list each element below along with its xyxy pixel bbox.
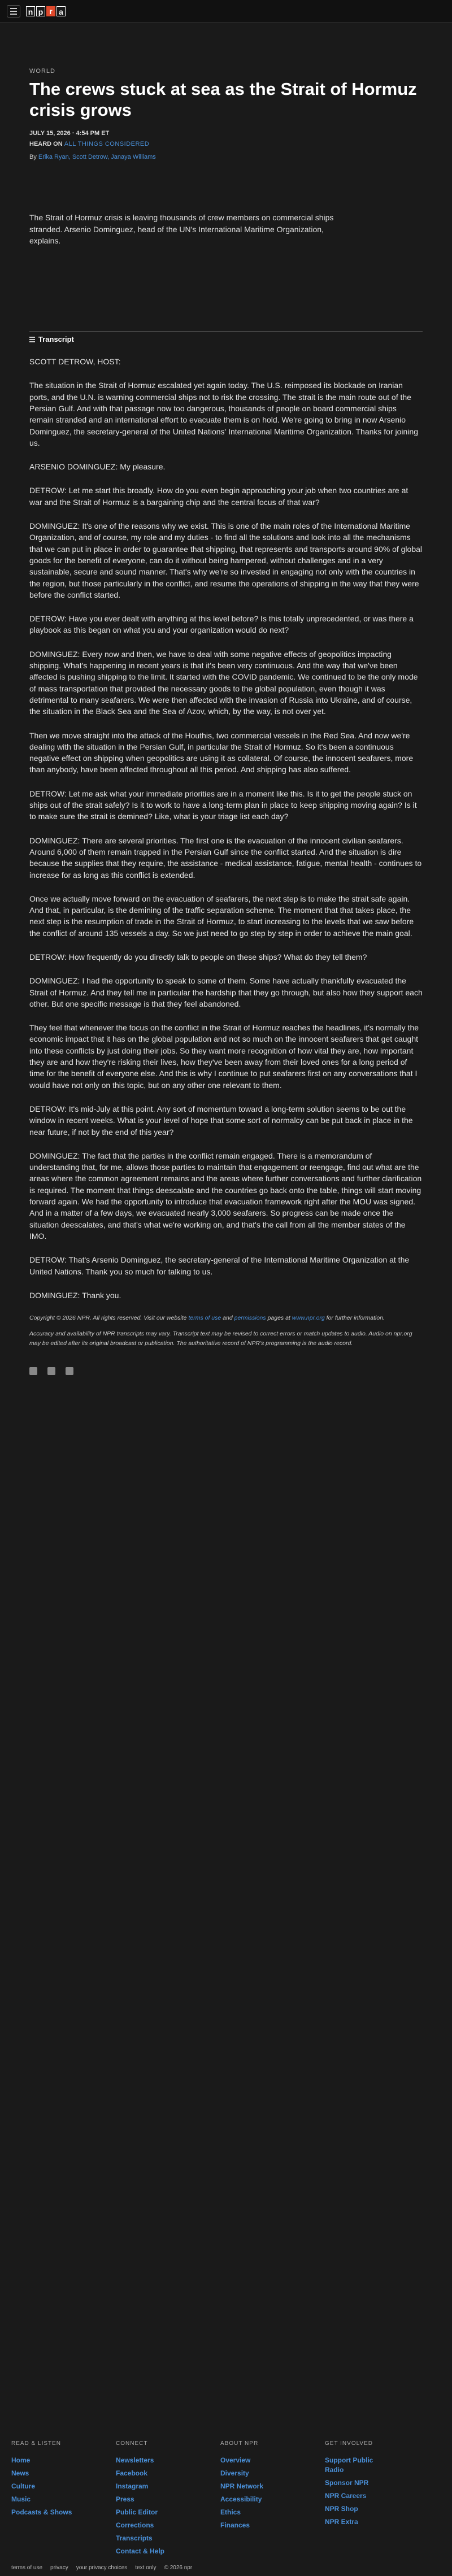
article-meta	[29, 128, 423, 162]
transcript-paragraph: DETROW: Have you ever dealt with anything at this level before? Is this totally unprecedented, or was there a playbook as this began on what you and your organization would do next?	[29, 614, 414, 635]
transcript-paragraph: DETROW: Let me ask what your immediate priorities are in a moment like this. Is it to get the people stuck on ships out of the strait safely? Is it to work to have a long-term plan in place to keep shipping moving again? Is it to make sure the strait is demined? Like, what is your triage list each day?	[29, 789, 417, 821]
transcript-paragraph: DOMINGUEZ: Every now and then, we have to deal with some negative effects of geopolitics impacting shipping. What's happening in recent years is that it's been very continuous. And the way that we've been affected is pushing shipping to the limit. It started with the COVID pandemic. We continued to be the only mode of mass transportation that provided the necessary goods to the global population, even though it was detrimental to many seafarers. We were then affected with the invasion of Russia into Ukraine, and of course, the situation in the Black Sea and the Sea of Azov, which, by the way, is not over yet.	[29, 649, 418, 716]
footer-link[interactable]: Facebook	[116, 2469, 148, 2477]
transcript-heading-label: Transcript	[38, 335, 74, 344]
flipboard-icon[interactable]	[47, 1367, 55, 1375]
footer-link[interactable]: Accessibility	[220, 2495, 262, 2503]
share-tools	[29, 1367, 423, 1375]
footer-column-about	[220, 2440, 325, 2560]
footer-link[interactable]: News	[11, 2469, 29, 2477]
npr-logo[interactable]	[26, 6, 66, 16]
footer-link[interactable]: Newsletters	[116, 2456, 154, 2464]
byline-label: By	[29, 153, 37, 160]
footer-link[interactable]: Music	[11, 2495, 31, 2503]
transcript-paragraph: SCOTT DETROW, HOST:	[29, 357, 121, 367]
site-link[interactable]: www.npr.org	[292, 1315, 325, 1322]
transcript-paragraph: DETROW: Let me start this broadly. How do you even begin approaching your job when two countries are at war and the Strait of Hormuz is a bargaining chip and the central focus of that war?	[29, 486, 408, 507]
heard-on	[29, 139, 423, 150]
footer-link[interactable]: Contact & Help	[116, 2547, 165, 2555]
footer-link[interactable]: Diversity	[220, 2469, 249, 2477]
footer-column-heading: READ & LISTEN	[11, 2440, 62, 2447]
article-main	[0, 68, 452, 1375]
author-links[interactable]: Erika Ryan, Scott Detrow, Janaya Williams	[38, 153, 156, 160]
footer-link[interactable]: NPR Extra	[325, 2518, 358, 2526]
email-icon[interactable]	[66, 1367, 73, 1375]
footer-column-heading: GET INVOLVED	[325, 2440, 373, 2447]
footer-link[interactable]: NPR Network	[220, 2482, 264, 2490]
transcript-paragraph: DETROW: It's mid-July at this point. Any sort of momentum toward a long-term solution seems to be out the window in recent weeks. What is your level of hope that some sort of normalcy can be put back in place in the near future, if not by the end of this year?	[29, 1104, 413, 1137]
footer-link[interactable]: Public Editor	[116, 2508, 158, 2516]
transcript-icon	[29, 337, 35, 342]
footer-column-heading: ABOUT NPR	[220, 2440, 259, 2447]
transcript-paragraph: ARSENIO DOMINGUEZ: My pleasure.	[29, 462, 166, 472]
top-navigation-bar	[0, 0, 452, 23]
article-title: The crews stuck at sea as the Strait of Hormuz crisis grows	[29, 79, 417, 120]
footer-link[interactable]: Podcasts & Shows	[11, 2508, 72, 2516]
transcript-paragraph: They feel that whenever the focus on the conflict in the Strait of Hormuz reaches the headlines, it's normally the economic impact that it has on the global population and not so much on the innocent seafarers that get caught into these conflicts by just doing their jobs. So they want more recognition of how vital they are, how important they are and how they're risking their lives, how they've been away from their loved ones for a long period of time for the benefit of everyone else. And this is why I continue to put seafarers first on any conversations that I would have not only on this topic, but on any other one relevant to them.	[29, 1023, 419, 1090]
bottom-link[interactable]: terms of use	[11, 2565, 43, 2571]
copyright-mid: pages at	[267, 1315, 290, 1322]
terms-of-use-link[interactable]: terms of use	[188, 1315, 221, 1322]
footer-bottom-bar	[11, 2565, 192, 2571]
transcript-paragraph: The situation in the Strait of Hormuz escalated yet again today. The U.S. reimposed its blockade on Iranian ports, and the U.N. is warning commercial ships not to risk the crossing. The strait is the main route out of the Persian Gulf. And with that passage now too dangerous, thousands of people on board commercial ships remain stranded and an international effort to evacuate them is on hold. We're going to bring in now Arsenio Dominguez, the secretary-general of the United Nations' International Maritime Organization. Thanks for joining us.	[29, 381, 418, 447]
footer-link[interactable]: Transcripts	[116, 2534, 153, 2542]
site-footer	[0, 2440, 452, 2560]
footer-link[interactable]: NPR Careers	[325, 2492, 367, 2500]
logo-letter-r: r	[46, 6, 55, 16]
bottom-link[interactable]: privacy	[50, 2565, 68, 2571]
transcript-paragraph: DOMINGUEZ: Thank you.	[29, 1290, 121, 1300]
logo-letter-p: p	[36, 6, 45, 16]
footer-link[interactable]: Home	[11, 2456, 31, 2464]
copyright-suffix: for further information.	[326, 1315, 385, 1322]
menu-icon[interactable]	[7, 5, 20, 18]
copyright-and: and	[223, 1315, 233, 1322]
byline	[29, 152, 423, 163]
bottom-link[interactable]: your privacy choices	[76, 2565, 128, 2571]
footer-column-get-involved	[325, 2440, 429, 2560]
transcript-paragraph: DOMINGUEZ: I had the opportunity to speak to some of them. Some have actually thankfully evacuated the Strait of Hormuz. And they tell me in particular the hardship that they go through, but also how they support each other. But one specific message is that they feel abandoned.	[29, 976, 423, 1008]
footer-link[interactable]: NPR Shop	[325, 2505, 358, 2513]
heard-on-label: HEARD ON	[29, 140, 63, 147]
transcript-paragraph: DOMINGUEZ: It's one of the reasons why we exist. This is one of the main roles of the International Maritime Organization, and of course, my role and my duties - to find all the solutions and look into all the mechanisms that we can put in place in order to guarantee that shipping, that represents and transports around 90% of global goods for the benefit of everyone, can do it without being hampered, without challenges and in a very sustainable, secure and sound manner. That's why we're so invested in engaging not only with the countries in the region, but those particularly in the conflict, and resume the operations of shipping in the way that they were before the conflict started.	[29, 521, 423, 599]
footer-link[interactable]: Press	[116, 2495, 134, 2503]
footer-column-connect	[116, 2440, 220, 2560]
facebook-icon[interactable]	[29, 1367, 37, 1375]
footer-link[interactable]: Instagram	[116, 2482, 149, 2490]
transcript-heading	[29, 331, 423, 343]
accuracy-notice: Accuracy and availability of NPR transcripts may vary. Transcript text may be revised to correct errors or match updates to audio. Audio on npr.org may be edited after its original broadcast or publication. The authoritative record of NPR's programming is the audio record.	[29, 1330, 412, 1347]
footer-columns	[11, 2440, 441, 2560]
logo-letter-a: a	[56, 6, 66, 16]
transcript-paragraph: DETROW: How frequently do you directly talk to people on these ships? What do they tell them?	[29, 952, 367, 961]
copyright-label: © 2026 npr	[164, 2565, 193, 2571]
section-label[interactable]: WORLD	[29, 68, 55, 75]
footer-link[interactable]: Support Public Radio	[325, 2456, 373, 2474]
transcript-body	[29, 356, 423, 1375]
program-link[interactable]: ALL THINGS CONSIDERED	[64, 140, 150, 147]
footer-column-read-listen	[11, 2440, 116, 2560]
publish-date: JULY 15, 2026 · 4:54 PM ET	[29, 130, 110, 137]
logo-letter-n: n	[26, 6, 35, 16]
footer-link[interactable]: Sponsor NPR	[325, 2479, 369, 2487]
bottom-link[interactable]: text only	[135, 2565, 157, 2571]
transcript-paragraph: Once we actually move forward on the evacuation of seafarers, the next step is to make the strait safe again. And that, in particular, is the demining of the traffic separation scheme. The moment that that takes place, the next step is the resumption of trade in the Strait of Hormuz, to start increasing to the levels that we saw before the conflict of around 135 vessels a day. So we just need to go step by step in order to achieve the main goal.	[29, 894, 414, 938]
transcript-paragraph: DETROW: That's Arsenio Dominguez, the secretary-general of the International Maritime Organization at the United Nations. Thank you so much for talking to us.	[29, 1255, 410, 1276]
footer-column-heading: CONNECT	[116, 2440, 148, 2447]
footer-link[interactable]: Overview	[220, 2456, 251, 2464]
transcript-paragraph: DOMINGUEZ: There are several priorities. The first one is the evacuation of the innocent civilian seafarers. Around 6,000 of them remain trapped in the Persian Gulf since the conflict started. And the situation is dire because the supplies that they require, the assistance - medical assistance, fatigue, mental health - continues to increase for as long as this conflict is extended.	[29, 836, 422, 880]
footer-link[interactable]: Finances	[220, 2521, 250, 2529]
transcript-paragraph: DOMINGUEZ: The fact that the parties in the conflict remain engaged. There is a memorandum of understanding that, for me, allows those parties to maintain that engagement or reengage, find out what are the areas where the common agreement remains and the areas where further conversations and further clarification is required. The moment that things deescalate and the countries go back onto the table, things will start moving forward again. We had the opportunity to introduce that evacuation framework right after the MOU was signed. And in a matter of a few days, we evacuated nearly 3,000 seafarers. So progress can be made once the situation deescalates, and that's what we're working on, and that's the call from all the member states of the IMO.	[29, 1151, 422, 1241]
transcript-paragraph: Then we move straight into the attack of the Houthis, two commercial vessels in the Red Sea. And now we're dealing with the situation in the Persian Gulf, in particular the Strait of Hormuz. So it's been a continuous negative effect on shipping when geopolitics are using it as collateral. Of course, the innocent seafarers, more than anybody, have been affected throughout all this period. And shipping has also suffered.	[29, 730, 414, 774]
footer-link[interactable]: Culture	[11, 2482, 35, 2490]
copyright-prefix: Copyright © 2026 NPR. All rights reserved. Visit our website	[29, 1315, 187, 1322]
footer-link[interactable]: Corrections	[116, 2521, 154, 2529]
footer-link[interactable]: Ethics	[220, 2508, 241, 2516]
article-teaser: The Strait of Hormuz crisis is leaving thousands of crew members on commercial ships stranded. Arsenio Dominguez, head of the UN's International Maritime Organization, explains.	[29, 213, 334, 245]
permissions-link[interactable]: permissions	[234, 1315, 266, 1322]
copyright-notice	[29, 1313, 423, 1322]
